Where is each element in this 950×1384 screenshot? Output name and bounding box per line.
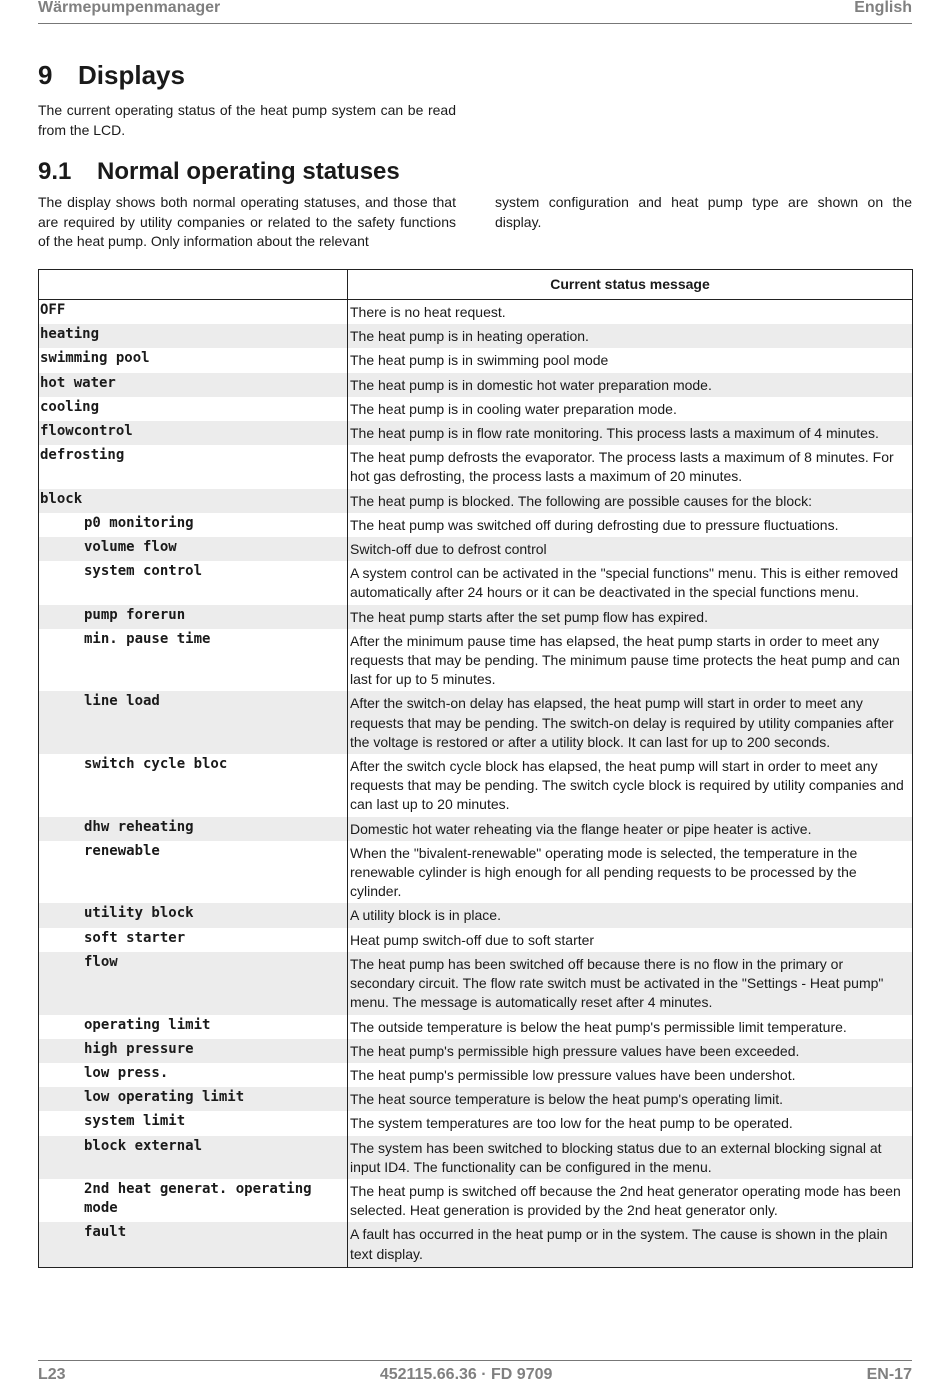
subsection-title: Normal operating statuses: [97, 158, 400, 185]
status-description: After the minimum pause time has elapsed, the heat pump starts in order to meet any requests that may be pending. The minimum pause time protects the heat pump and can last for up to 5 minutes.: [348, 629, 913, 692]
status-description: There is no heat request.: [348, 300, 913, 325]
status-code: min. pause time: [39, 629, 348, 692]
table-row: [39, 373, 913, 397]
table-row: [39, 754, 913, 817]
status-code: system limit: [39, 1111, 348, 1135]
header-cell-status: [39, 270, 348, 300]
status-code: swimming pool: [39, 348, 348, 372]
table-row: [39, 300, 913, 325]
status-description: The heat pump's permissible high pressure values have been exceeded.: [348, 1039, 913, 1063]
table-row: [39, 537, 913, 561]
status-code: operating limit: [39, 1015, 348, 1039]
table-row: [39, 397, 913, 421]
status-description: Heat pump switch-off due to soft starter: [348, 928, 913, 952]
page-footer: [38, 1360, 912, 1384]
status-description: Domestic hot water reheating via the flange heater or pipe heater is active.: [348, 817, 913, 841]
status-description: The outside temperature is below the heat pump's permissible limit temperature.: [348, 1015, 913, 1039]
table-row: [39, 561, 913, 604]
status-code: flowcontrol: [39, 421, 348, 445]
table-row: [39, 1111, 913, 1135]
table-row: [39, 421, 913, 445]
status-description: The system temperatures are too low for the heat pump to be operated.: [348, 1111, 913, 1135]
status-code: system control: [39, 561, 348, 604]
status-code: renewable: [39, 841, 348, 904]
status-code: high pressure: [39, 1039, 348, 1063]
status-description: The heat pump is in domestic hot water preparation mode.: [348, 373, 913, 397]
table-row: [39, 1179, 913, 1222]
subsection-number: 9.1: [38, 158, 72, 185]
status-code: fault: [39, 1222, 348, 1267]
status-code: 2nd heat generat. operating mode: [39, 1179, 348, 1222]
status-code: block external: [39, 1136, 348, 1179]
status-code: cooling: [39, 397, 348, 421]
table-body: [39, 300, 913, 1268]
status-description: The system has been switched to blocking status due to an external blocking signal at input ID4. The functionality can be configured in the menu.: [348, 1136, 913, 1179]
status-code: flow: [39, 952, 348, 1015]
status-description: The heat source temperature is below the heat pump's operating limit.: [348, 1087, 913, 1111]
header-cell-message: Current status message: [348, 270, 913, 300]
status-description: The heat pump is switched off because the 2nd heat generator operating mode has been selected. Heat generation is provided by the 2nd heat generator only.: [348, 1179, 913, 1222]
status-description: The heat pump's permissible low pressure values have been undershot.: [348, 1063, 913, 1087]
footer-center: 452115.66.36 · FD 9709: [379, 1366, 553, 1383]
section-heading: [38, 60, 185, 91]
status-code: line load: [39, 691, 348, 754]
table-row: [39, 1015, 913, 1039]
table-row: [39, 629, 913, 692]
status-code: defrosting: [39, 445, 348, 488]
status-description: The heat pump is blocked. The following are possible causes for the block:: [348, 489, 913, 513]
status-description: A utility block is in place.: [348, 903, 913, 927]
status-code: dhw reheating: [39, 817, 348, 841]
table-row: [39, 605, 913, 629]
status-description: The heat pump was switched off during defrosting due to pressure fluctuations.: [348, 513, 913, 537]
status-code: p0 monitoring: [39, 513, 348, 537]
status-description: The heat pump is in swimming pool mode: [348, 348, 913, 372]
section-intro: The current operating status of the heat pump system can be read from the LCD.: [38, 102, 456, 138]
status-description: The heat pump has been switched off because there is no flow in the primary or secondary circuit. The flow rate switch must be activated in the "Settings - Heat pump" menu. The message is automatically reset after 4 minutes.: [348, 952, 913, 1015]
status-code: low operating limit: [39, 1087, 348, 1111]
table-row: [39, 928, 913, 952]
section-title: Displays: [78, 60, 185, 90]
status-description: A system control can be activated in the "special functions" menu. This is either removed automatically after 24 hours or it can be deactivated in the special functions menu.: [348, 561, 913, 604]
status-code: soft starter: [39, 928, 348, 952]
status-description: After the switch-on delay has elapsed, the heat pump will start in order to meet any requests that may be pending. The switch-on delay is required by utility companies after the voltage is restored or after a utility block. It can last for up to 200 seconds.: [348, 691, 913, 754]
status-description: The heat pump defrosts the evaporator. The process lasts a maximum of 8 minutes. For hot gas defrosting, the process lasts a maximum of 20 minutes.: [348, 445, 913, 488]
status-description: The heat pump starts after the set pump flow has expired.: [348, 605, 913, 629]
table-row: [39, 903, 913, 927]
table-header-row: [39, 270, 913, 300]
table-row: [39, 952, 913, 1015]
table-row: [39, 1063, 913, 1087]
status-description: The heat pump is in flow rate monitoring. This process lasts a maximum of 4 minutes.: [348, 421, 913, 445]
table-row: [39, 1136, 913, 1179]
status-code: OFF: [39, 300, 348, 325]
footer-left: L23: [38, 1366, 66, 1383]
status-description: A fault has occurred in the heat pump or in the system. The cause is shown in the plain text display.: [348, 1222, 913, 1267]
status-table: [38, 269, 913, 1268]
status-description: When the "bivalent-renewable" operating mode is selected, the temperature in the renewable cylinder is high enough for all pending requests to be processed by the cylinder.: [348, 841, 913, 904]
table-row: [39, 841, 913, 904]
status-description: The heat pump is in heating operation.: [348, 324, 913, 348]
subsection-text-left: The display shows both normal operating statuses, and those that are required by utility companies or related to the safety functions of the heat pump. Only information about the relevant: [38, 194, 456, 249]
subsection-heading: [38, 158, 400, 186]
table-row: [39, 817, 913, 841]
table-row: [39, 1087, 913, 1111]
status-code: block: [39, 489, 348, 513]
status-code: utility block: [39, 903, 348, 927]
page-header: [38, 0, 912, 24]
subsection-text-right: system configuration and heat pump type are shown on the display.: [495, 194, 912, 230]
table-row: [39, 1222, 913, 1267]
table-row: [39, 691, 913, 754]
status-code: low press.: [39, 1063, 348, 1087]
status-code: volume flow: [39, 537, 348, 561]
status-code: heating: [39, 324, 348, 348]
table-row: [39, 445, 913, 488]
section-number: 9: [38, 60, 53, 90]
table-row: [39, 1039, 913, 1063]
table-row: [39, 324, 913, 348]
header-left: Wärmepumpenmanager: [38, 0, 221, 16]
status-code: switch cycle bloc: [39, 754, 348, 817]
status-code: hot water: [39, 373, 348, 397]
table-row: [39, 513, 913, 537]
footer-right: EN-17: [866, 1366, 912, 1383]
status-code: pump forerun: [39, 605, 348, 629]
table-row: [39, 348, 913, 372]
status-description: Switch-off due to defrost control: [348, 537, 913, 561]
status-description: After the switch cycle block has elapsed, the heat pump will start in order to meet any requests that may be pending. The switch cycle block is required by utility companies and can last up to 20 minutes.: [348, 754, 913, 817]
table-row: [39, 489, 913, 513]
header-right: English: [854, 0, 912, 16]
status-description: The heat pump is in cooling water preparation mode.: [348, 397, 913, 421]
